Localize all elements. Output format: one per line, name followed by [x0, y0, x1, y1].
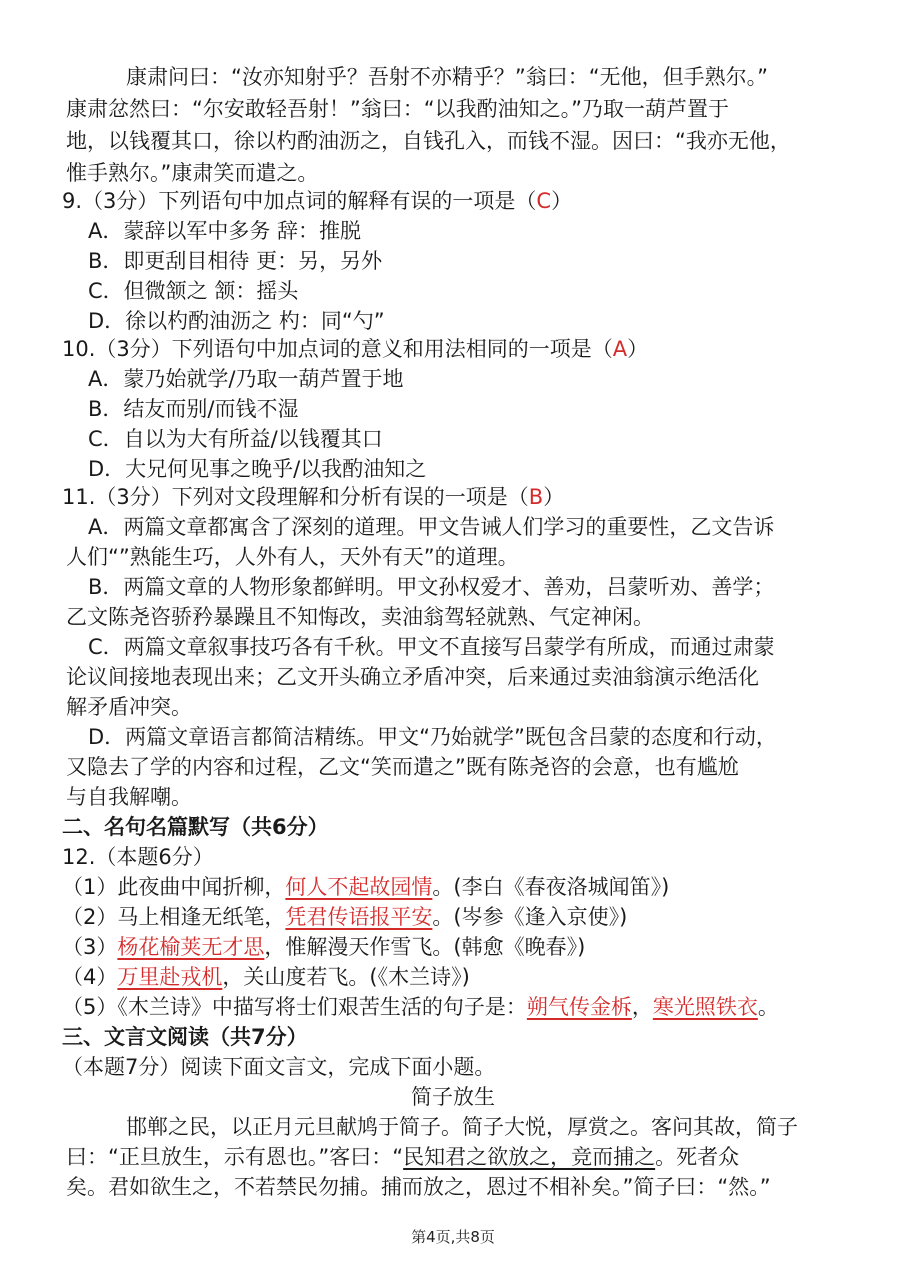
q12-item-5: （5）《木兰诗》中描写将士们艰苦生活的句子是：朔气传金柝，寒光照铁衣。	[62, 995, 779, 1019]
page-number: 第4页,共8页	[411, 1228, 495, 1246]
text-title: 简子放生	[411, 1085, 495, 1109]
q11-option-d-line1: D．两篇文章语言都简洁精练。甲文“乃始就学”既包含吕蒙的态度和行动，	[88, 725, 777, 749]
q12-answer-1: 何人不起故园情	[285, 875, 433, 899]
classical-text-line: 曰：“正旦放生，示有恩也。”客曰：“民知君之欲放之，竞而捕之。死者众	[66, 1145, 740, 1169]
q12-item-1: （1）此夜曲中闻折柳，何人不起故园情。(李白《春夜洛城闻笛》)	[62, 875, 670, 899]
q11-option-d-line3: 与自我解嘲。	[66, 785, 192, 809]
answer-9: C	[536, 189, 552, 213]
q11-option-b-line2: 乙文陈尧咨骄矜暴躁且不知悔改，卖油翁驾轻就熟、气定神闲。	[66, 605, 654, 629]
question-11-stem: 11.（3分）下列对文段理解和分析有误的一项是（B）	[62, 485, 565, 509]
section-3-title: 三、文言文阅读（共7分）	[62, 1025, 308, 1049]
q12-answer-5b: 寒光照铁衣	[652, 995, 758, 1019]
q11-option-c-line1: C．两篇文章叙事技巧各有千秋。甲文不直接写吕蒙学有所成，而通过肃蒙	[88, 635, 775, 659]
q9-option-a: A．蒙辞以军中多务 辞：推脱	[88, 219, 362, 243]
classical-text-line: 矣。君如欲生之，不若禁民勿捕。捕而放之，恩过不相补矣。”简子曰：“然。”	[66, 1175, 771, 1199]
section-2-title: 二、名句名篇默写（共6分）	[62, 815, 329, 839]
q11-option-c-line2: 论议间接地表现出来；乙文开头确立矛盾冲突，后来通过卖油翁演示绝活化	[66, 665, 759, 689]
q11-option-d-line2: 又隐去了学的内容和过程，乙文“笑而遣之”既有陈尧咨的会意，也有尴尬	[66, 755, 739, 779]
underlined-sentence: 民知君之欲放之，竞而捕之	[403, 1145, 656, 1169]
answer-11: B	[528, 485, 544, 509]
q11-option-a-line1: A．两篇文章都寓含了深刻的道理。甲文告诫人们学习的重要性，乙文告诉	[88, 515, 775, 539]
q11-option-a-line2: 人们“”熟能生巧，人外有人，天外有天”的道理。	[66, 545, 519, 569]
q9-option-b: B．即更刮目相待 更：另，另外	[88, 249, 383, 273]
question-10-stem: 10.（3分）下列语句中加点词的意义和用法相同的一项是（A）	[62, 337, 649, 361]
q11-option-b-line1: B．两篇文章的人物形象都鲜明。甲文孙权爱才、善劝，吕蒙听劝、善学；	[88, 575, 775, 599]
q10-option-a: A．蒙乃始就学/乃取一葫芦置于地	[88, 367, 404, 391]
q12-answer-5a: 朔气传金柝	[526, 995, 632, 1019]
q12-answer-3: 杨花榆荚无才思	[117, 935, 265, 959]
passage-line: 康肃问曰：“汝亦知射乎？吾射不亦精乎？”翁曰：“无他，但手熟尔。”	[105, 65, 769, 89]
passage-line: 康肃忿然曰：“尔安敢轻吾射！”翁曰：“以我酌油知之。”乃取一葫芦置于	[66, 97, 730, 121]
q9-option-d: D．徐以杓酌油沥之 杓：同“勺”	[88, 309, 385, 333]
section-3-stem: （本题7分）阅读下面文言文，完成下面小题。	[62, 1055, 496, 1079]
q10-option-b: B．结友而别/而钱不湿	[88, 397, 299, 421]
q12-answer-2: 凭君传语报平安	[285, 905, 433, 929]
q9-option-c: C．但微颔之 颔：摇头	[88, 279, 299, 303]
q10-option-d: D．大兄何见事之晚乎/以我酌油知之	[88, 457, 427, 481]
q12-item-3: （3）杨花榆荚无才思，惟解漫天作雪飞。(韩愈《晚春》)	[62, 935, 586, 959]
answer-10: A	[612, 337, 628, 361]
q10-option-c: C．自以为大有所益/以钱覆其口	[88, 427, 383, 451]
question-9-stem: 9.（3分）下列语句中加点词的解释有误的一项是（C）	[62, 189, 573, 213]
q12-answer-4: 万里赴戎机	[117, 965, 223, 989]
q12-item-4: （4）万里赴戎机，关山度若飞。(《木兰诗》)	[62, 965, 470, 989]
passage-line: 地，以钱覆其口，徐以杓酌油沥之，自钱孔入，而钱不湿。因曰：“我亦无他，	[66, 129, 791, 153]
question-12-stem: 12.（本题6分）	[62, 845, 214, 869]
classical-text-line: 邯郸之民，以正月元旦献鸠于简子。简子大悦，厚赏之。客问其故，简子	[105, 1115, 798, 1139]
q12-item-2: （2）马上相逢无纸笔，凭君传语报平安。(岑参《逢入京使》)	[62, 905, 628, 929]
q11-option-c-line3: 解矛盾冲突。	[66, 695, 192, 719]
passage-line: 惟手熟尔。”康肃笑而遣之。	[66, 161, 319, 185]
